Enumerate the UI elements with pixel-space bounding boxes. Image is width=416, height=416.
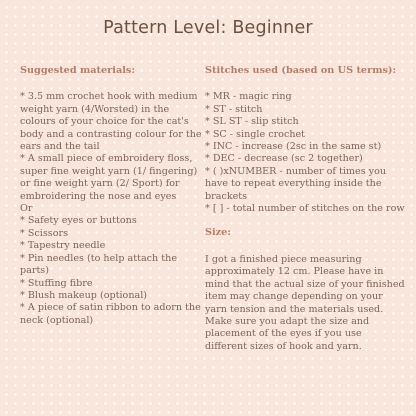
stitches-item: * [ ] - total number of stitches on the row (205, 203, 405, 215)
materials-item: * 3.5 mm crochet hook with medium weight yarn (4/Worsted) in the colours of your choice for the cat's body and a contrasting colour for the ears and the tail (20, 91, 202, 153)
materials-item: * Scissors (20, 227, 68, 239)
stitches-item: * MR - magic ring (205, 91, 292, 103)
stitches-item: * INC - increase (2sc in the same st) (205, 141, 382, 153)
materials-item: * Safety eyes or buttons (20, 215, 137, 227)
materials-heading: Suggested materials: (20, 65, 135, 76)
stitches-list (205, 91, 405, 215)
size-text: I got a finished piece measuring approximately 12 cm. Please have in mind that the actual size of your finished item may change depending on your yarn tension and the materials used. Make sure you adapt the size and placement of the eyes if you use different sizes of hook and yarn. (205, 253, 405, 352)
materials-section (20, 65, 205, 327)
stitches-section (205, 65, 405, 353)
page-title: Pattern Level: Beginner (103, 18, 313, 38)
size-heading: Size: (205, 227, 231, 239)
materials-list (20, 91, 205, 327)
stitches-item: * SL ST - slip stitch (205, 116, 299, 128)
stitches-item: * SC - single crochet (205, 128, 306, 140)
stitches-item: * ( )xNUMBER - number of times you have to repeat everything inside the brackets (205, 165, 387, 202)
materials-item: Or (20, 203, 33, 215)
materials-item: * Blush makeup (optional) (20, 289, 148, 301)
stitches-item: * ST - stitch (205, 103, 263, 115)
stitches-heading: Stitches used (based on US terms): (205, 65, 397, 76)
materials-item: * A piece of satin ribbon to adorn the neck (optional) (20, 302, 201, 326)
stitches-item: * DEC - decrease (sc 2 together) (205, 153, 363, 165)
materials-item: * Tapestry needle (20, 240, 106, 252)
materials-item: * Pin needles (to help attach the parts) (20, 252, 177, 277)
materials-item: * A small piece of embroidery floss, super fine weight yarn (1/ fingering) or fine weight yarn (2/ Sport) for embroidering the nose and eyes (20, 153, 198, 202)
materials-item: * Stuffing fibre (20, 277, 93, 289)
